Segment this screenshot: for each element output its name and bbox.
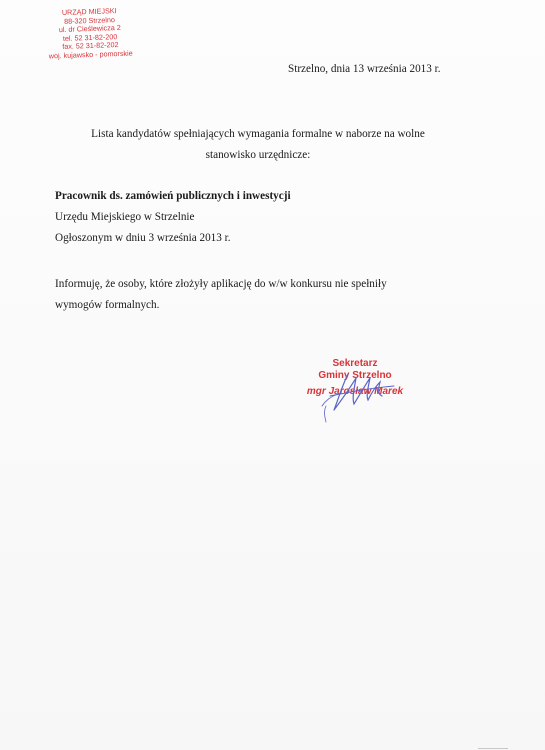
stamp-line-phone: tel. 52 31-82-200 — [62, 31, 118, 43]
intro-paragraph — [58, 124, 458, 166]
position-title: Pracownik ds. zamówień publicznych i inwestycji — [55, 190, 291, 202]
info-paragraph — [55, 274, 475, 316]
stamp-line-fax: fax. 52 31-82-202 — [62, 40, 119, 52]
intro-line-1: Lista kandydatów spełniających wymagania formalne w naborze na wolne — [91, 128, 425, 140]
office-stamp — [33, 6, 147, 61]
document-date: Strzelno, dnia 13 września 2013 r. — [288, 63, 441, 75]
signature-stamp-role: Sekretarz — [332, 358, 378, 369]
position-block — [55, 186, 291, 249]
stamp-line-street: ul. dr Cieślewicza 2 — [58, 23, 121, 35]
signature-stamp-unit: Gminy Strzelno — [318, 370, 392, 381]
stamp-line-postcode: 88-320 Strzelno — [64, 14, 116, 26]
stamp-line-voivodeship: woj. kujawsko - pomorskie — [48, 48, 133, 61]
intro-line-2: stanowisko urzędnicze: — [205, 149, 311, 161]
signature-stamp-name: mgr Jarosław Marek — [306, 386, 404, 397]
position-announced: Ogłoszonym w dniu 3 września 2013 r. — [55, 232, 231, 244]
stamp-line-office: URZĄD MIEJSKI — [61, 6, 117, 17]
handwritten-signature — [310, 366, 400, 426]
info-line-2: wymogów formalnych. — [55, 299, 160, 311]
position-office: Urzędu Miejskiego w Strzelnie — [55, 211, 195, 223]
info-line-1: Informuję, że osoby, które złożyły aplikację do w/w konkursu nie spełniły — [55, 278, 387, 290]
page-edge-mark — [478, 742, 508, 749]
